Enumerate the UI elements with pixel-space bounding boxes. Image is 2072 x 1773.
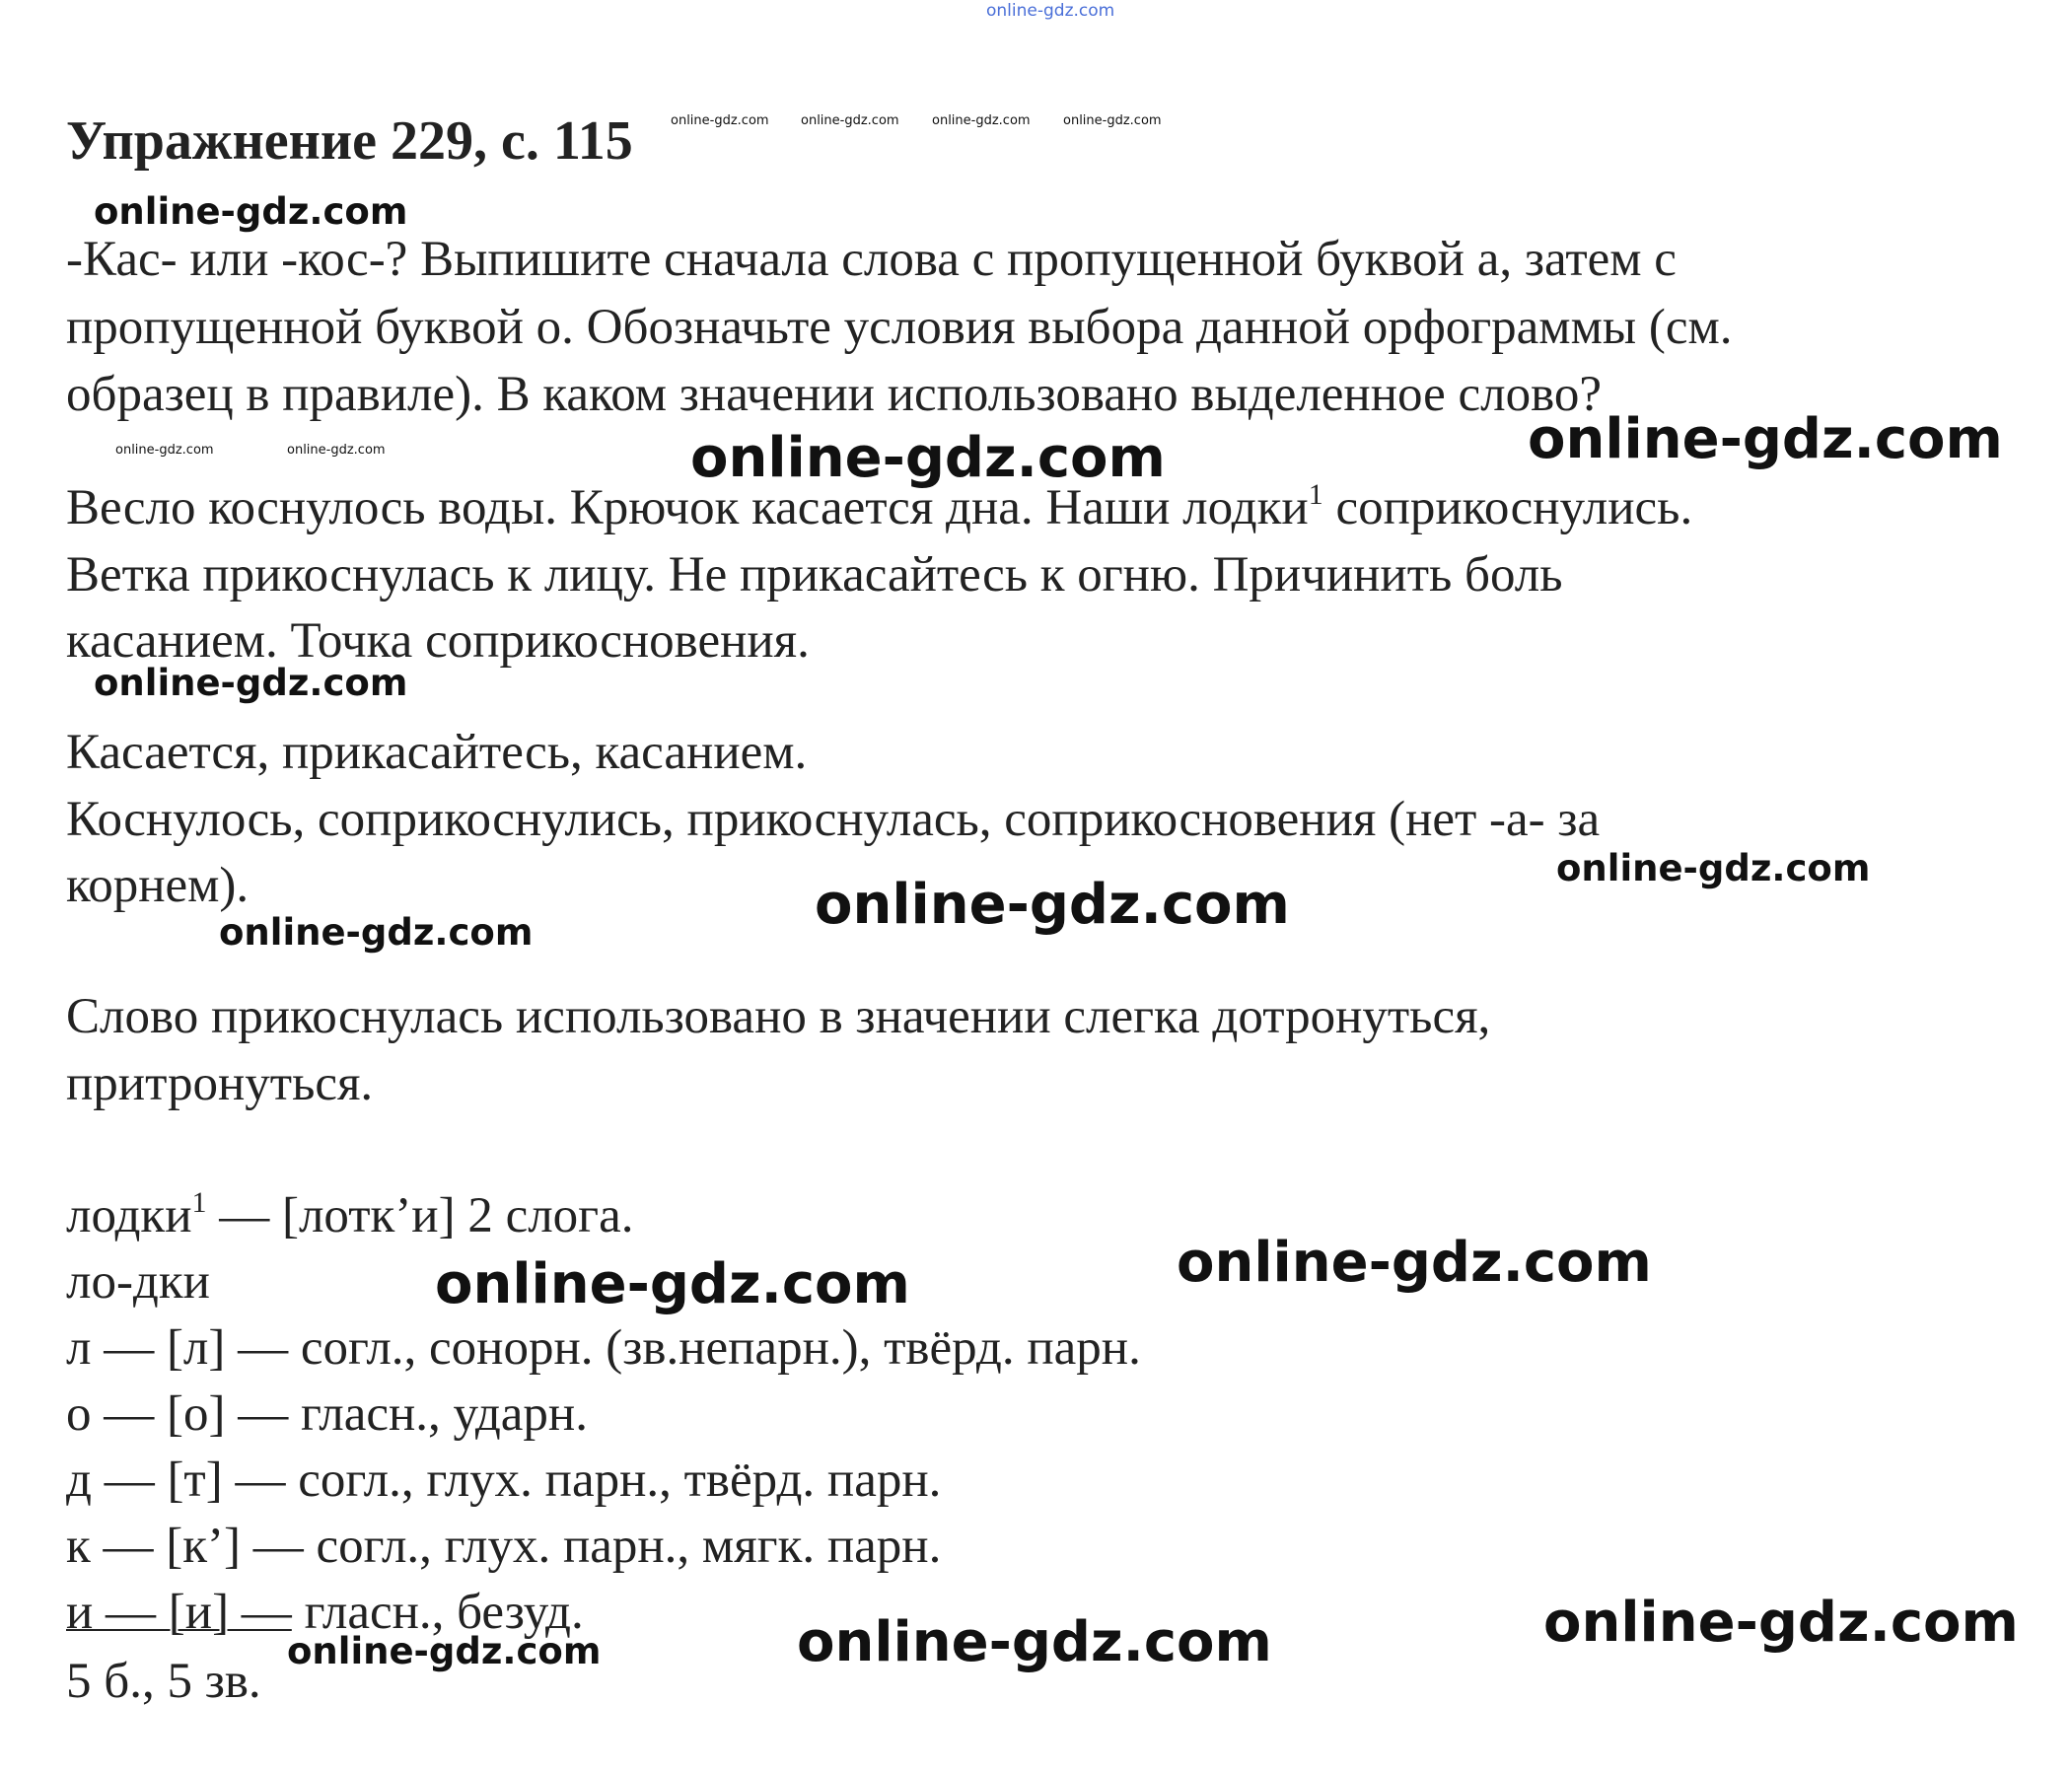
watermark: online-gdz.com	[797, 1610, 1272, 1674]
watermark: online-gdz.com	[671, 113, 769, 128]
phonetic-heading	[66, 1186, 634, 1243]
phonetic-row: л — [л] — согл., сонорн. (зв.непарн.), твёрд. парн.	[66, 1320, 1141, 1376]
watermark: online-gdz.com	[801, 113, 899, 128]
watermark: online-gdz.com	[94, 190, 408, 233]
watermark: online-gdz.com	[115, 443, 214, 458]
exercise-text-part: соприкоснулись.	[1322, 480, 1693, 535]
answer-letter-o: корнем).	[66, 858, 250, 913]
top-watermark: online-gdz.com	[986, 1, 1115, 21]
watermark: online-gdz.com	[690, 426, 1166, 490]
exercise-text-line: Ветка прикоснулась к лицу. Не прикасайтесь к огню. Причинить боль	[66, 547, 1563, 603]
exercise-text-line: касанием. Точка соприкосновения.	[66, 613, 810, 669]
answer-meaning: Слово прикоснулась использовано в значении слегка дотронуться,	[66, 989, 1491, 1044]
watermark: online-gdz.com	[1543, 1591, 2019, 1655]
footnote-marker: 1	[191, 1186, 207, 1219]
phonetic-syllables: ло-дки	[66, 1254, 210, 1310]
phonetic-row-rest: гласн., безуд.	[291, 1585, 584, 1640]
watermark: online-gdz.com	[1556, 847, 1871, 889]
task-line: образец в правиле). В каком значении использовано выделенное слово?	[66, 367, 1602, 422]
watermark: online-gdz.com	[287, 1630, 602, 1672]
task-line: -Кас- или -кос-? Выпишите сначала слова с пропущенной буквой а, затем с	[66, 232, 1677, 287]
phonetic-word: лодки	[66, 1188, 192, 1243]
task-line: пропущенной буквой о. Обозначьте условия выбора данной орфограммы (см.	[66, 300, 1733, 355]
watermark: online-gdz.com	[219, 911, 534, 954]
watermark: online-gdz.com	[94, 662, 408, 704]
phonetic-row: о — [о] — гласн., ударн.	[66, 1386, 588, 1442]
answer-meaning: притронуться.	[66, 1056, 374, 1111]
phonetic-row: к — [к’] — согл., глух. парн., мягк. парн.	[66, 1519, 942, 1574]
watermark: online-gdz.com	[435, 1252, 910, 1316]
watermark: online-gdz.com	[1063, 113, 1162, 128]
phonetic-summary: 5 б., 5 зв.	[66, 1654, 261, 1709]
phonetic-transcription: — [лотк’и] 2 слога.	[206, 1188, 634, 1243]
watermark: online-gdz.com	[1528, 407, 2003, 471]
watermark: online-gdz.com	[287, 443, 386, 458]
exercise-text-line	[66, 478, 1693, 535]
answer-letter-a: Касается, прикасайтесь, касанием.	[66, 725, 808, 780]
watermark: online-gdz.com	[932, 113, 1031, 128]
exercise-title: Упражнение 229, с. 115	[66, 110, 633, 172]
phonetic-row-underlined: и — [и] —	[66, 1585, 292, 1640]
watermark: online-gdz.com	[815, 873, 1290, 937]
watermark: online-gdz.com	[1177, 1231, 1652, 1295]
phonetic-row: д — [т] — согл., глух. парн., твёрд. парн.	[66, 1453, 942, 1508]
footnote-marker: 1	[1308, 478, 1323, 511]
answer-letter-o: Коснулось, соприкоснулись, прикоснулась, соприкосновения (нет -а- за	[66, 792, 1601, 847]
exercise-text-part: Весло коснулось воды. Крючок касается дна. Наши лодки	[66, 480, 1309, 535]
